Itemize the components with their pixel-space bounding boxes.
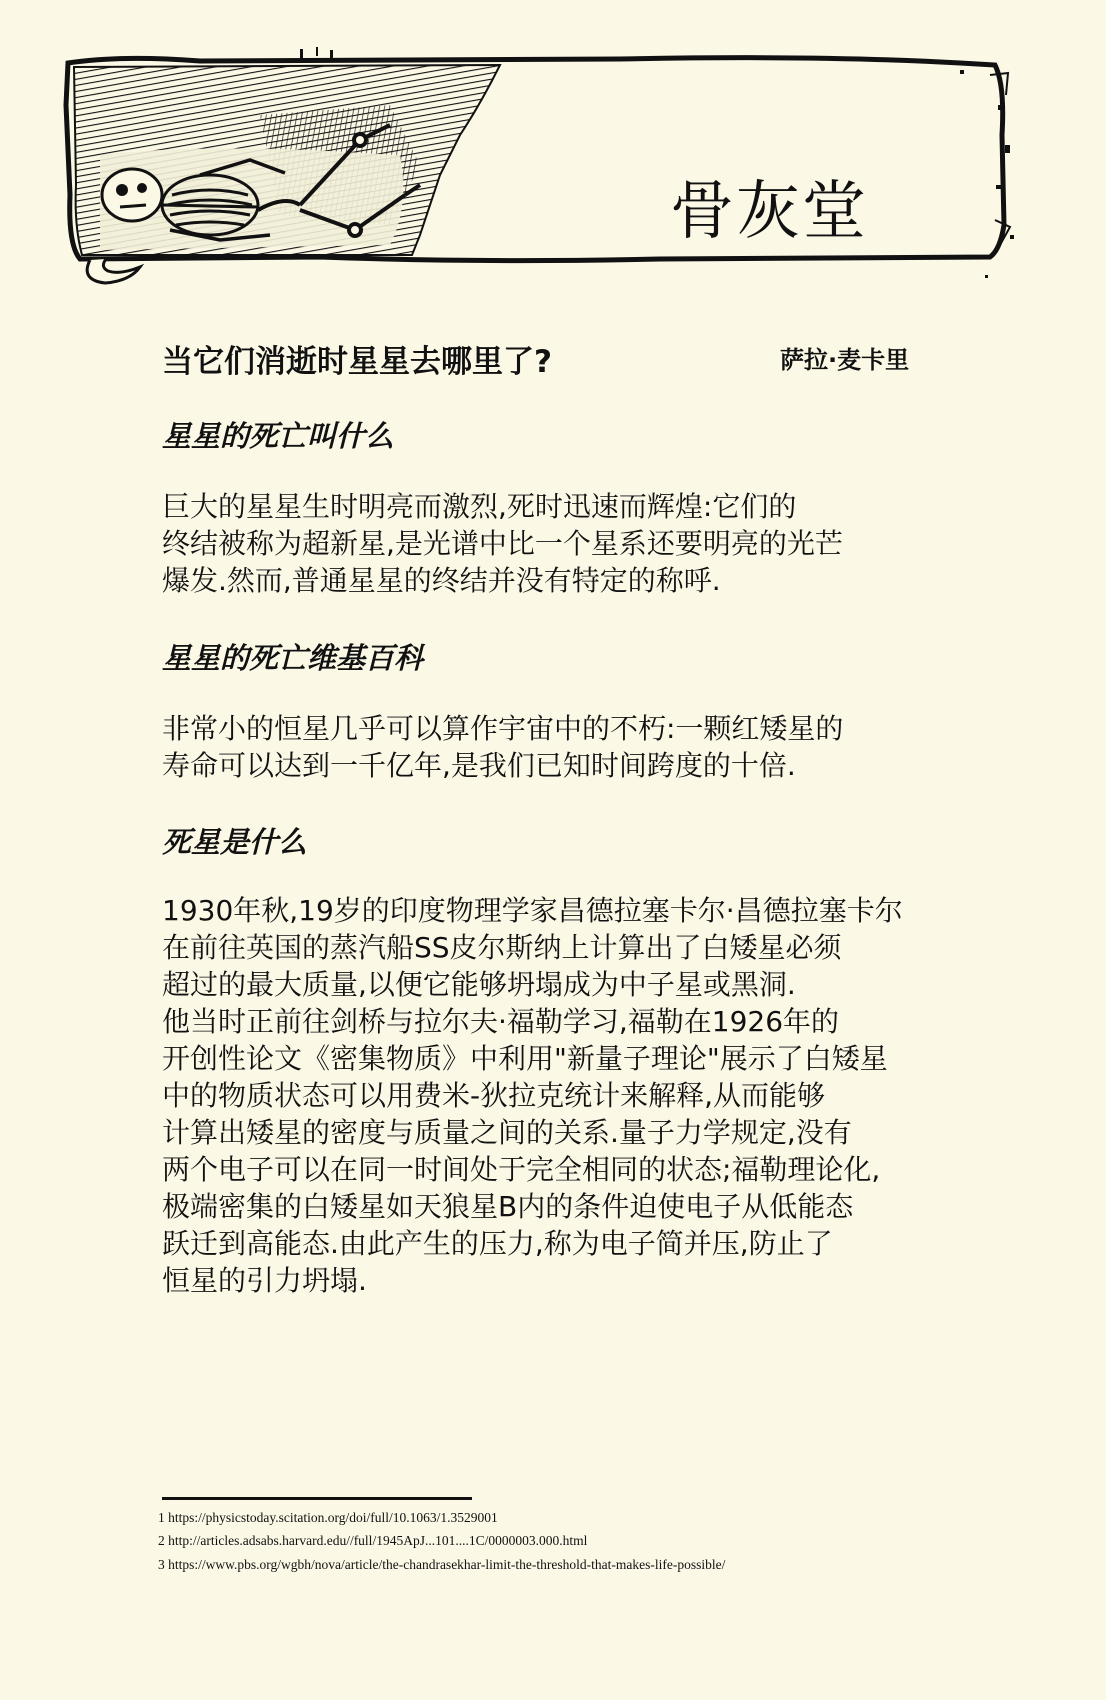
footnote-link[interactable]: 1 https://physicstoday.scitation.org/doi/full/10.1063/1.3529001 bbox=[158, 1510, 498, 1525]
article-title: 当它们消逝时星星去哪里了? bbox=[162, 344, 552, 380]
section-heading: 星星的死亡叫什么 bbox=[162, 419, 395, 453]
header-banner bbox=[60, 45, 1050, 290]
footnote-divider bbox=[162, 1497, 472, 1500]
section-body: 1930年秋,19岁的印度物理学家昌德拉塞卡尔·昌德拉塞卡尔 在前往英国的蒸汽船SS皮尔斯纳上计算出了白矮星必须 超过的最大质量,以便它能够坍塌成为中子星或黑洞. 他当时正前往剑桥与拉尔夫·福勒学习,福勒在1926年的 开创性论文《密集物质》中利用"新量子理论"展示了白矮星 中的物质状态可以用费米-狄拉克统计来解释,从而能够 计算出矮星的密度与质量之间的关系.量子力学规定,没有 两个电子可以在同一时间处于完全相同的状态;福勒理论化, 极端密集的白矮星如天狼星B内的条件迫使电子从低能态 跃迁到高能态.由此产生的压力,称为电子简并压,防止了 恒星的引力坍塌. bbox=[162, 894, 903, 1297]
author-name: 萨拉·麦卡里 bbox=[780, 346, 910, 374]
section-heading: 死星是什么 bbox=[162, 825, 308, 859]
section-body: 巨大的星星生时明亮而激烈,死时迅速而辉煌:它们的 终结被称为超新星,是光谱中比一个星系还要明亮的光芒 爆发.然而,普通星星的终结并没有特定的称呼. bbox=[162, 490, 843, 597]
footnote-link[interactable]: 3 https://www.pbs.org/wgbh/nova/article/the-chandrasekhar-limit-the-threshold-that-makes-life-possible/ bbox=[158, 1557, 726, 1572]
page-title: 骨灰堂 bbox=[670, 175, 868, 249]
section-heading: 星星的死亡维基百科 bbox=[162, 641, 424, 675]
ossuary-illustration bbox=[60, 45, 1050, 290]
section-body: 非常小的恒星几乎可以算作宇宙中的不朽:一颗红矮星的 寿命可以达到一千亿年,是我们已知时间跨度的十倍. bbox=[162, 712, 844, 782]
footnote-link[interactable]: 2 http://articles.adsabs.harvard.edu//full/1945ApJ...101....1C/0000003.000.html bbox=[158, 1533, 588, 1548]
